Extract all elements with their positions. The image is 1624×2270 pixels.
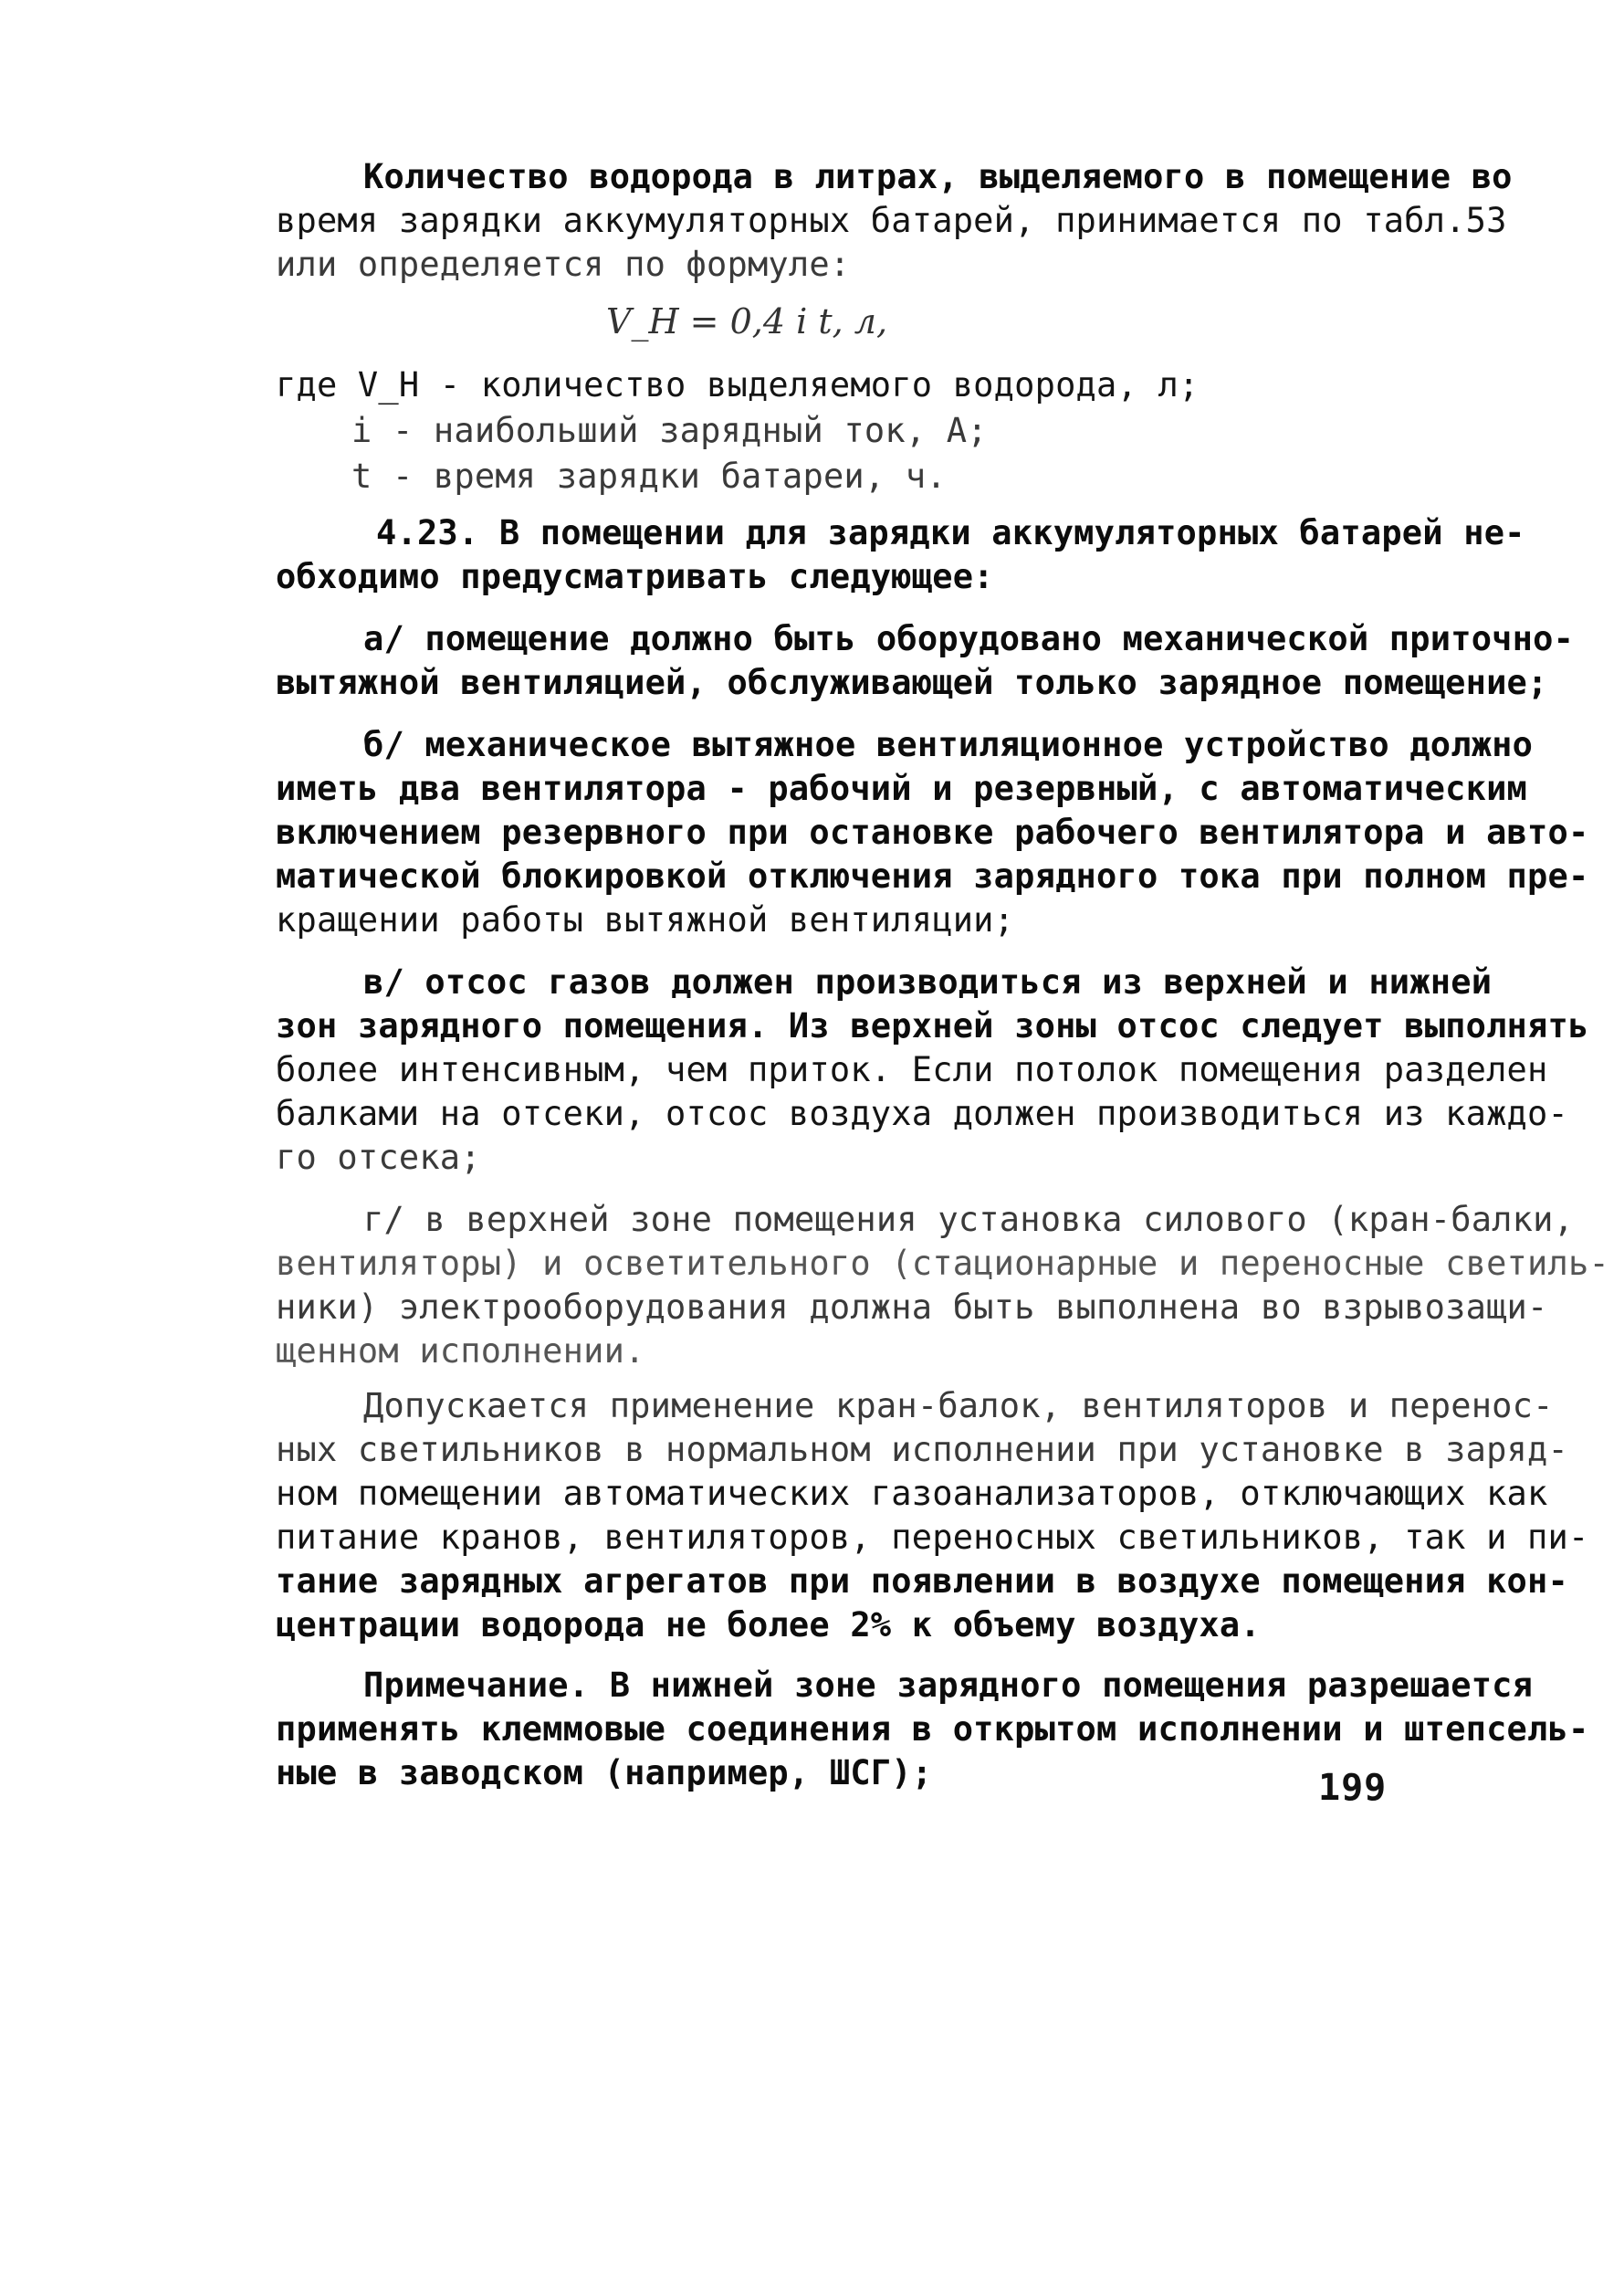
allowance-line-4: питание кранов, вентиляторов, переносных светильников, так и пи- — [276, 1518, 1589, 1557]
section-4-23-line-1: 4.23. В помещении для зарядки аккумуляторных батарей не- — [376, 513, 1525, 552]
item-g-line-1: г/ в верхней зоне помещения установка силового (кран-балки, — [363, 1200, 1575, 1239]
item-a-line-2: вытяжной вентиляцией, обслуживающей только зарядное помещение; — [276, 663, 1548, 702]
intro-line-2: время зарядки аккумуляторных батарей, принимается по табл.53 — [276, 201, 1507, 240]
legend-line-1: где V_H - количество выделяемого водорода, л; — [276, 365, 1200, 405]
item-g-line-2: вентиляторы) и осветительного (стационарные и переносные светиль- — [276, 1244, 1609, 1283]
item-b-line-4: матической блокировкой отключения зарядного тока при полном пре- — [276, 857, 1589, 896]
allowance-line-2: ных светильников в нормальном исполнении при установке в заряд- — [276, 1430, 1568, 1469]
legend-line-2: i - наибольший зарядный ток, А; — [351, 411, 988, 450]
item-v-line-3: более интенсивным, чем приток. Если потолок помещения разделен — [276, 1050, 1548, 1089]
note-line-2: применять клеммовые соединения в открытом исполнении и штепсель- — [276, 1709, 1589, 1749]
allowance-line-5: тание зарядных агрегатов при появлении в воздухе помещения кон- — [276, 1561, 1568, 1601]
item-v-line-5: го отсека; — [276, 1138, 481, 1177]
intro-line-3: или определяется по формуле: — [276, 245, 851, 284]
item-b-line-2: иметь два вентилятора - рабочий и резервный, с автоматическим — [276, 769, 1528, 808]
item-b-line-3: включением резервного при остановке рабочего вентилятора и авто- — [276, 813, 1589, 852]
legend-line-3: t - время зарядки батареи, ч. — [351, 457, 947, 496]
allowance-line-6: центрации водорода не более 2% к объему воздуха. — [276, 1605, 1261, 1645]
item-v-line-4: балками на отсеки, отсос воздуха должен производиться из каждо- — [276, 1094, 1568, 1133]
intro-line-1: Количество водорода в литрах, выделяемого в помещение во — [363, 157, 1513, 196]
item-g-line-4: щенном исполнении. — [276, 1331, 645, 1371]
section-4-23-line-2: обходимо предусматривать следующее: — [276, 557, 994, 596]
page-number: 199 — [1318, 1767, 1388, 1809]
note-line-1: Примечание. В нижней зоне зарядного помещения разрешается — [363, 1666, 1534, 1705]
note-line-3: ные в заводском (например, ШСГ); — [276, 1753, 933, 1792]
item-a-line-1: а/ помещение должно быть оборудовано механической приточно- — [363, 619, 1575, 658]
allowance-line-1: Допускается применение кран-балок, вентиляторов и перенос- — [363, 1386, 1554, 1425]
hydrogen-formula: V_H = 0,4 i t, л, — [606, 301, 888, 342]
item-b-line-1: б/ механическое вытяжное вентиляционное устройство должно — [363, 725, 1534, 764]
item-b-line-5: кращении работы вытяжной вентиляции; — [276, 900, 1015, 940]
item-v-line-2: зон зарядного помещения. Из верхней зоны отсос следует выполнять — [276, 1006, 1589, 1046]
item-g-line-3: ники) электрооборудования должна быть выполнена во взрывозащи- — [276, 1287, 1548, 1327]
item-v-line-1: в/ отсос газов должен производиться из верхней и нижней — [363, 962, 1493, 1002]
allowance-line-3: ном помещении автоматических газоанализаторов, отключающих как — [276, 1474, 1548, 1513]
